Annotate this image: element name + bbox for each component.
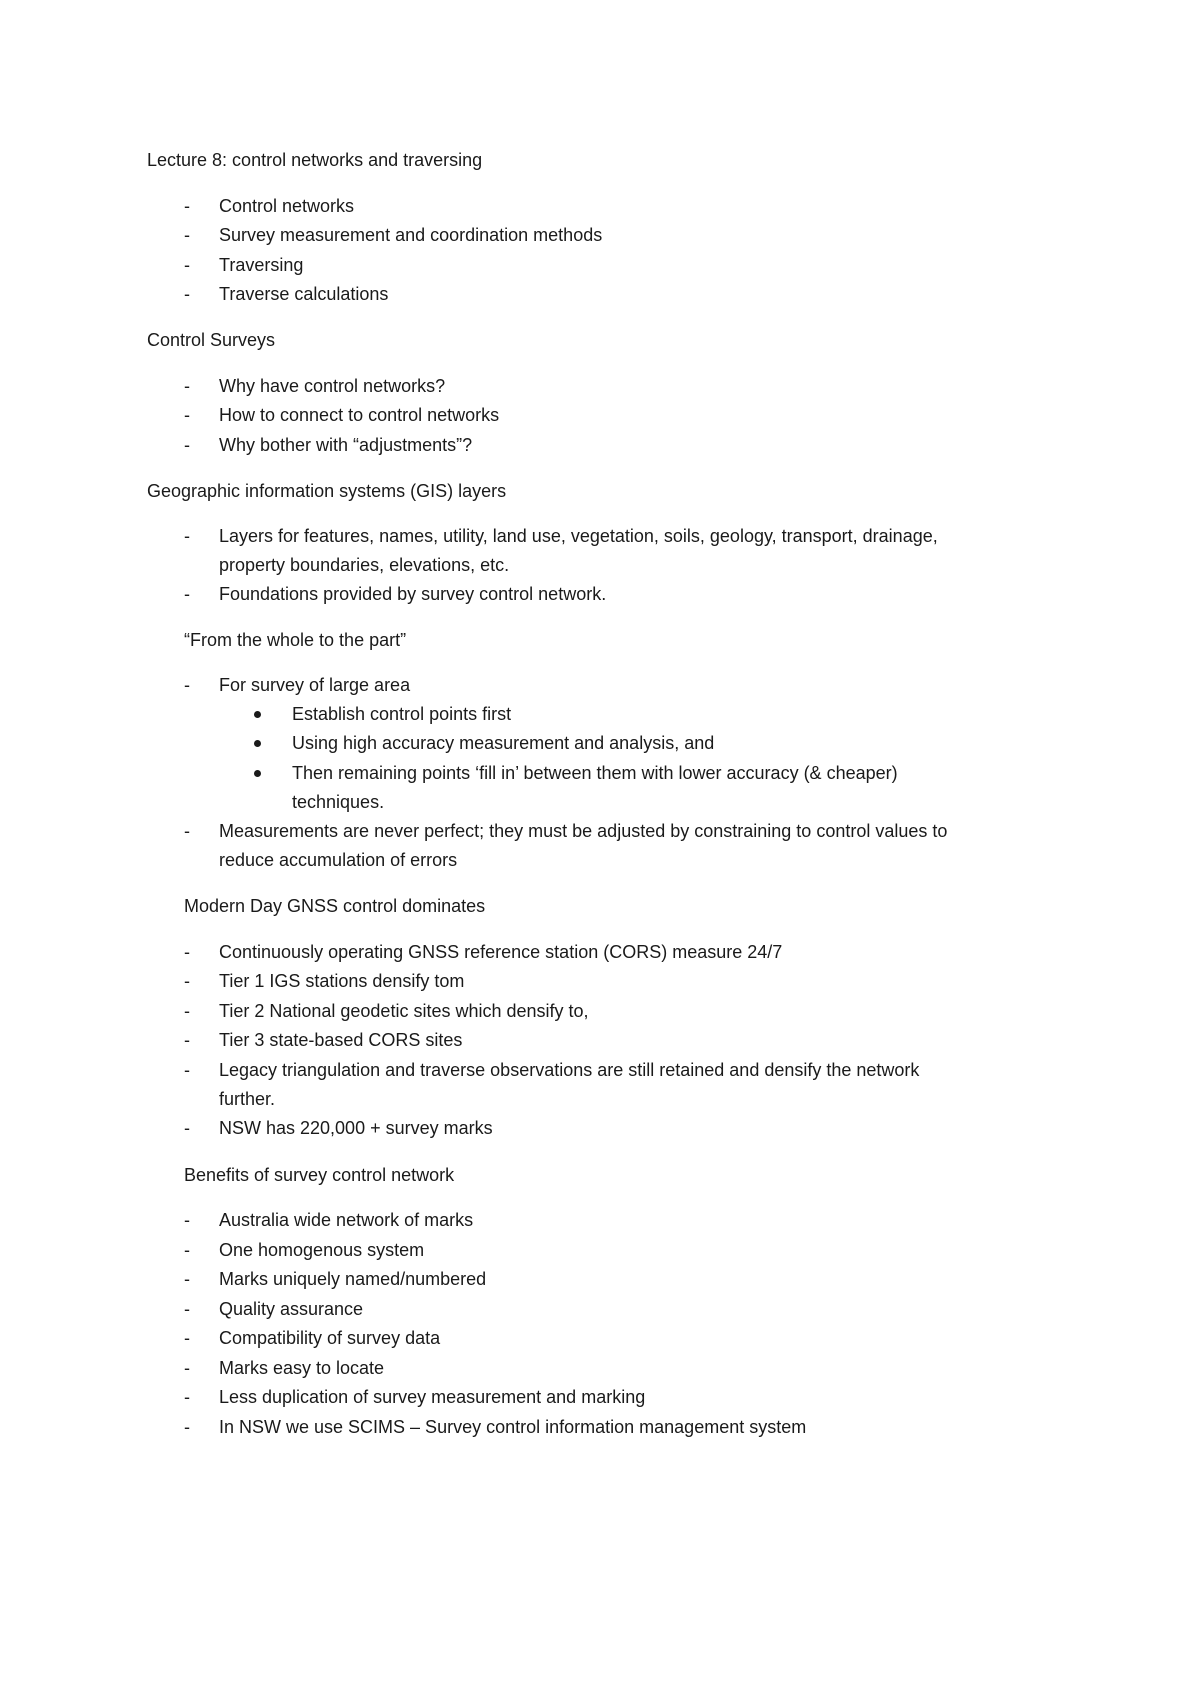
section-heading: “From the whole to the part”	[184, 630, 407, 650]
list-dash: -	[184, 1001, 190, 1021]
list-item: Measurements are never perfect; they must be adjusted by constraining to control values to	[219, 821, 948, 841]
list-item-continuation: property boundaries, elevations, etc.	[219, 555, 510, 575]
list-dash: -	[184, 1118, 190, 1138]
list-dash: -	[184, 1060, 190, 1080]
list-item: Australia wide network of marks	[219, 1210, 474, 1230]
list-item: Compatibility of survey data	[219, 1328, 441, 1348]
sub-list-item: Then remaining points ‘fill in’ between them with lower accuracy (& cheaper)	[292, 763, 898, 783]
list-item: Marks uniquely named/numbered	[219, 1269, 487, 1289]
list-item: Legacy triangulation and traverse observations are still retained and densify the network	[219, 1060, 920, 1080]
list-dash: -	[184, 225, 190, 245]
list-item-continuation: further.	[219, 1089, 276, 1109]
bullet-icon	[254, 740, 261, 747]
list-item: Layers for features, names, utility, land use, vegetation, soils, geology, transport, drainage,	[219, 526, 938, 546]
list-item: Less duplication of survey measurement and marking	[219, 1387, 646, 1407]
bullet-icon	[254, 770, 261, 777]
list-item: Continuously operating GNSS reference station (CORS) measure 24/7	[219, 942, 783, 962]
sub-list-item: Establish control points first	[292, 704, 512, 724]
list-dash: -	[184, 376, 190, 396]
list-dash: -	[184, 1387, 190, 1407]
list-item: One homogenous system	[219, 1240, 425, 1260]
list-item: NSW has 220,000 + survey marks	[219, 1118, 493, 1138]
list-item: Why have control networks?	[219, 376, 446, 396]
list-item: Control networks	[219, 196, 355, 216]
list-item: Traverse calculations	[219, 284, 389, 304]
list-dash: -	[184, 584, 190, 604]
list-item: For survey of large area	[219, 675, 411, 695]
list-dash: -	[184, 971, 190, 991]
list-item: Foundations provided by survey control network.	[219, 584, 607, 604]
list-dash: -	[184, 1358, 190, 1378]
sub-list-item-continuation: techniques.	[292, 792, 385, 812]
section-heading: Control Surveys	[147, 330, 276, 350]
list-item: Quality assurance	[219, 1299, 364, 1319]
list-item: Tier 1 IGS stations densify tom	[219, 971, 465, 991]
list-dash: -	[184, 1269, 190, 1289]
list-dash: -	[184, 405, 190, 425]
section-heading: Modern Day GNSS control dominates	[184, 896, 486, 916]
bullet-icon	[254, 711, 261, 718]
list-item: In NSW we use SCIMS – Survey control information management system	[219, 1417, 807, 1437]
list-dash: -	[184, 1030, 190, 1050]
page-title: Lecture 8: control networks and traversing	[147, 150, 483, 170]
list-dash: -	[184, 675, 190, 695]
list-dash: -	[184, 255, 190, 275]
list-item: Tier 3 state-based CORS sites	[219, 1030, 463, 1050]
list-dash: -	[184, 284, 190, 304]
list-item: Why bother with “adjustments”?	[219, 435, 473, 455]
list-item: Marks easy to locate	[219, 1358, 385, 1378]
list-dash: -	[184, 1328, 190, 1348]
section-heading: Benefits of survey control network	[184, 1165, 455, 1185]
list-dash: -	[184, 1210, 190, 1230]
list-dash: -	[184, 821, 190, 841]
list-dash: -	[184, 1240, 190, 1260]
list-dash: -	[184, 942, 190, 962]
list-item: Tier 2 National geodetic sites which densify to,	[219, 1001, 589, 1021]
sub-list-item: Using high accuracy measurement and analysis, and	[292, 733, 715, 753]
list-item-continuation: reduce accumulation of errors	[219, 850, 458, 870]
list-item: Traversing	[219, 255, 304, 275]
list-dash: -	[184, 1417, 190, 1437]
section-heading: Geographic information systems (GIS) layers	[147, 481, 507, 501]
list-dash: -	[184, 526, 190, 546]
list-dash: -	[184, 435, 190, 455]
list-dash: -	[184, 1299, 190, 1319]
list-item: How to connect to control networks	[219, 405, 500, 425]
list-item: Survey measurement and coordination methods	[219, 225, 603, 245]
list-dash: -	[184, 196, 190, 216]
